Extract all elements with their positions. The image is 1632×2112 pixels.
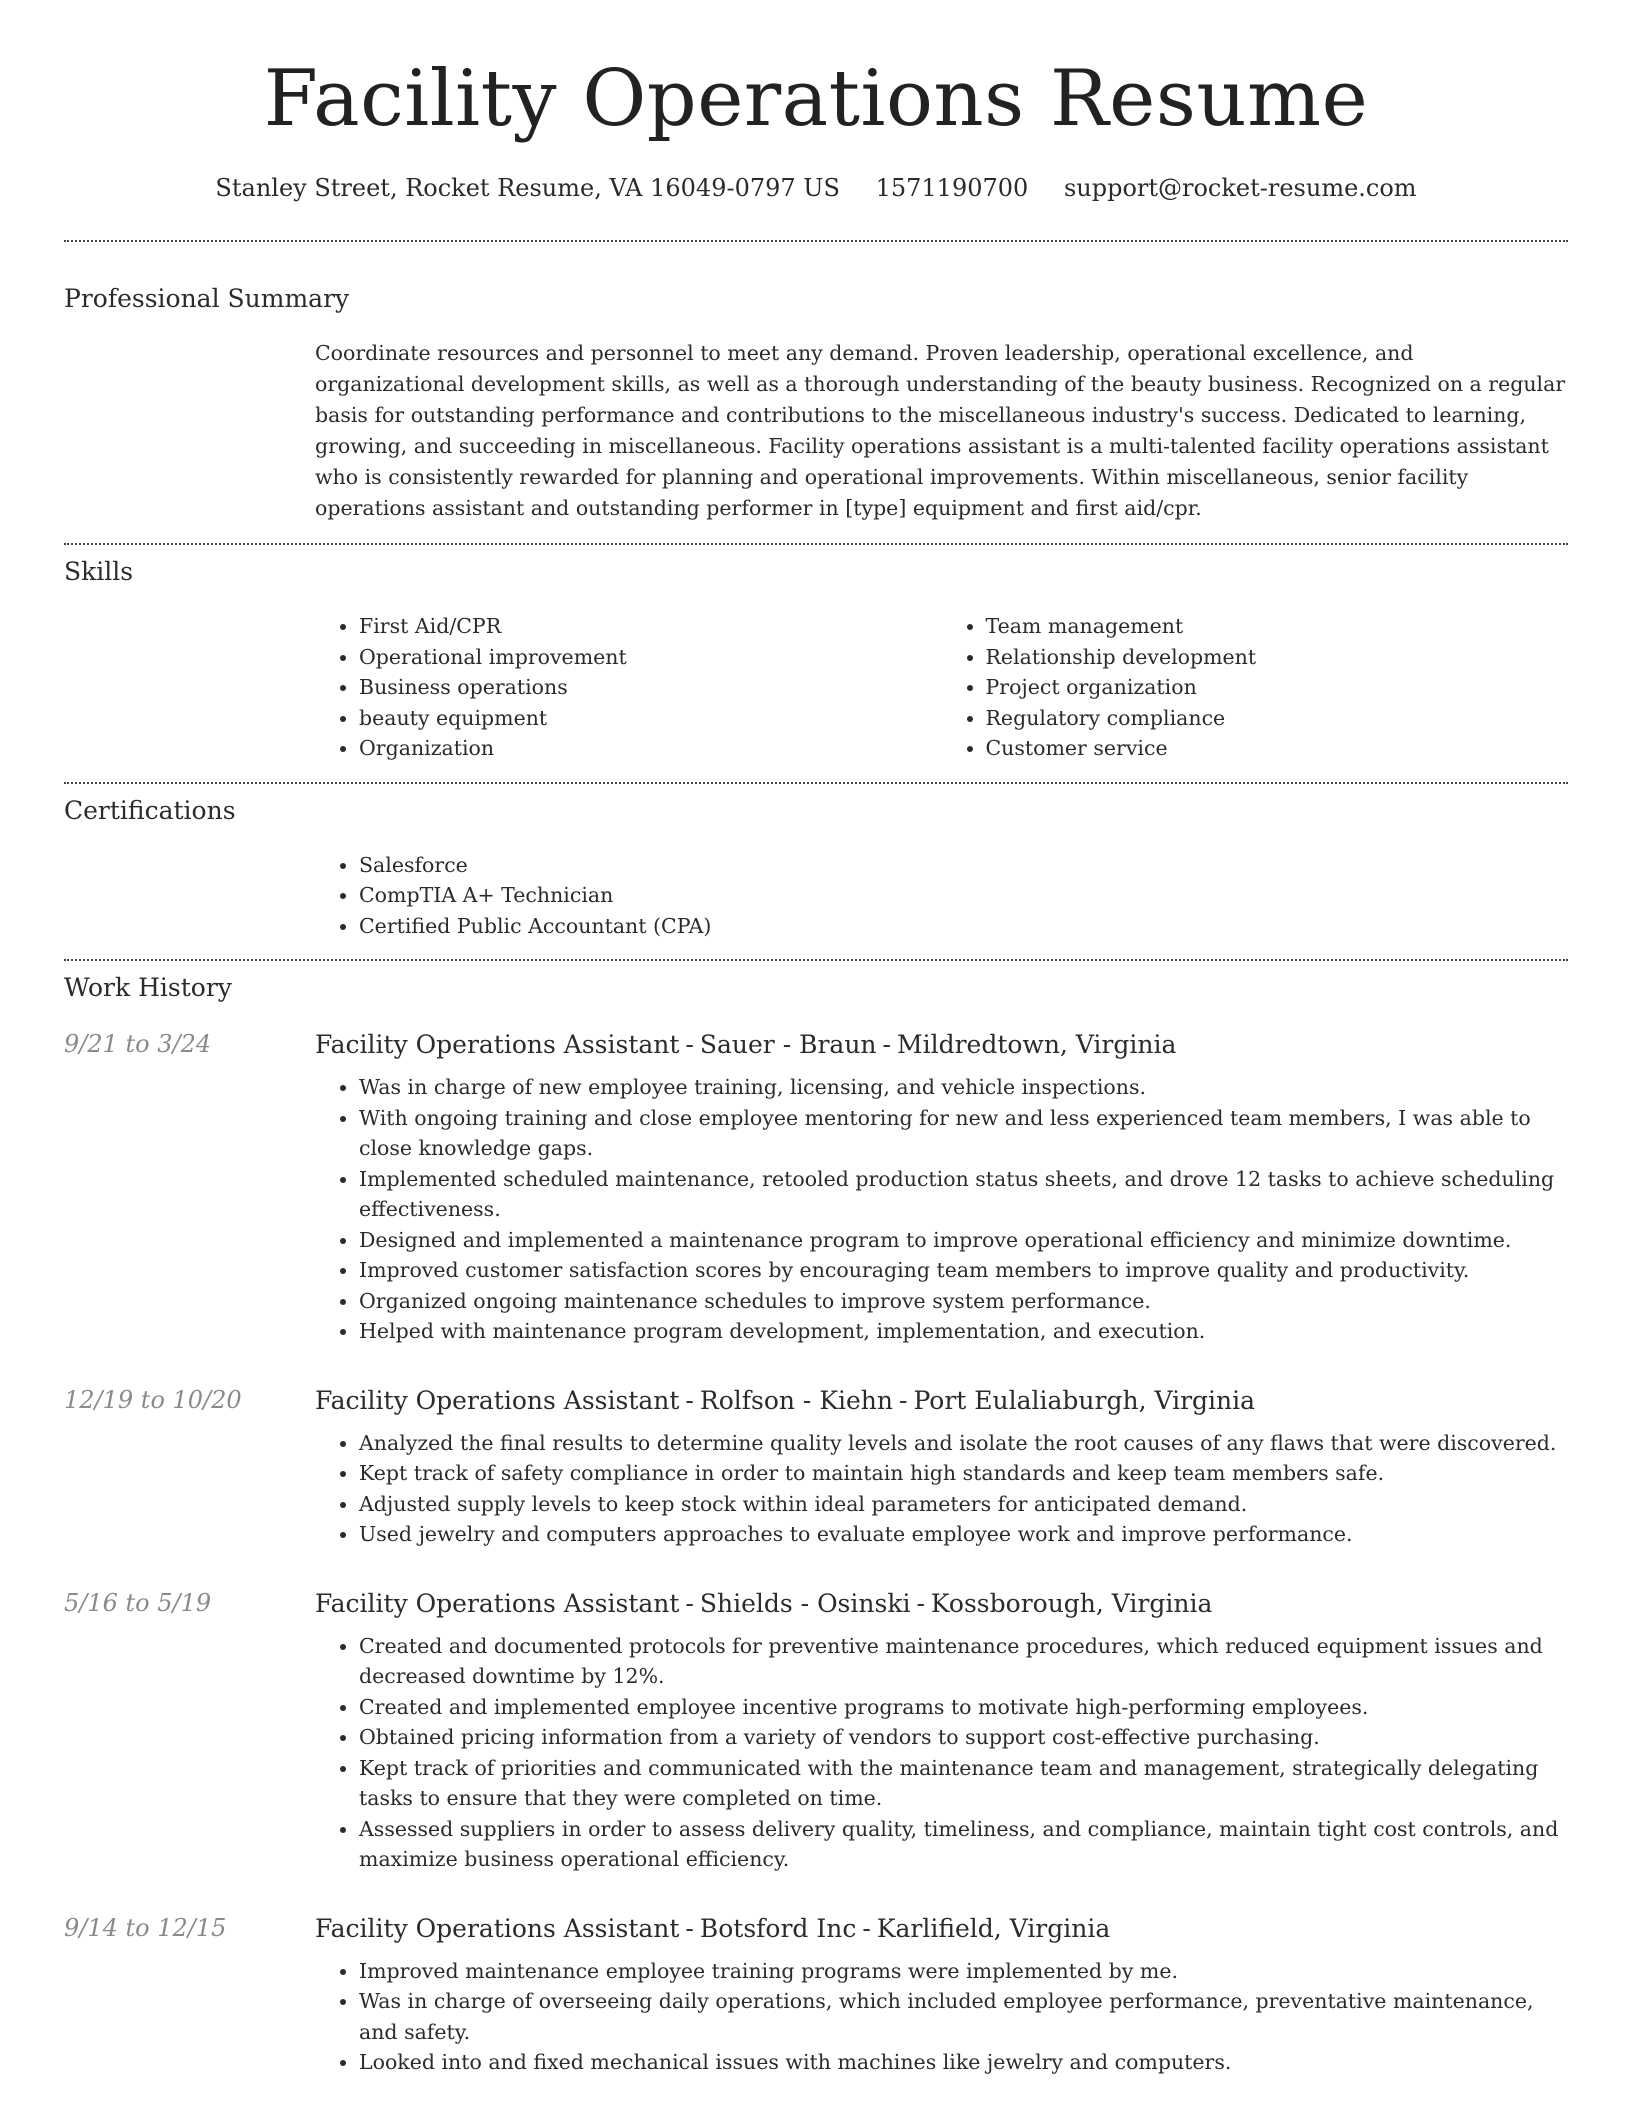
skill-item: • Organization	[359, 733, 942, 764]
summary-section	[64, 242, 1568, 524]
phone-text: 1571190700	[875, 174, 1029, 202]
job-bullets	[315, 1956, 1568, 2078]
section-title-skills: Skills	[64, 557, 134, 586]
job-bullet: • Helped with maintenance program development, implementation, and execution.	[359, 1316, 1568, 1347]
skill-item: • Team management	[986, 611, 1569, 642]
job-title: Facility Operations Assistant	[315, 1588, 680, 1618]
job-bullet: • Organized ongoing maintenance schedules to improve system performance.	[359, 1286, 1568, 1317]
certifications-list	[315, 850, 1568, 942]
job-entry	[64, 1589, 1568, 1875]
skill-item: • Regulatory compliance	[986, 703, 1569, 734]
job-bullet: • Assessed suppliers in order to assess delivery quality, timeliness, and compliance, maintain tight cost controls, and maximize business operational efficiency.	[359, 1814, 1568, 1875]
job-heading: Facility Operations Assistant - Botsford Inc - Karlifield, Virginia	[315, 1913, 1111, 1943]
job-bullets	[315, 1428, 1568, 1550]
certification-item: • Salesforce	[359, 850, 1568, 881]
job-bullet: • Used jewelry and computers approaches to evaluate employee work and improve performance.	[359, 1519, 1568, 1550]
job-bullet: • Implemented scheduled maintenance, retooled production status sheets, and drove 12 tasks to achieve scheduling effectiveness.	[359, 1164, 1568, 1225]
job-date: 9/21 to 3/24	[64, 1030, 212, 1058]
job-date: 12/19 to 10/20	[64, 1385, 242, 1414]
summary-text: Coordinate resources and personnel to meet any demand. Proven leadership, operational excellence, and organizational development skills, as well as a thorough understanding of the beauty business. Recognized on a regular basis for outstanding performance and contributions to the miscellaneous industry's success. Dedicated to learning, growing, and succeeding in miscellaneous. Facility operations assistant is a multi-talented facility operations assistant who is consistently rewarded for planning and operational improvements. Within miscellaneous, senior facility operations assistant and outstanding performer in [type] equipment and first aid/cpr.	[315, 341, 1566, 520]
skill-item: • Operational improvement	[359, 642, 942, 673]
job-bullet: • Designed and implemented a maintenance program to improve operational efficiency and minimize downtime.	[359, 1225, 1568, 1256]
page-title: Facility Operations Resume	[263, 54, 1369, 144]
resume-page	[64, 0, 1568, 2078]
job-heading: Facility Operations Assistant - Rolfson - Kiehn - Port Eulaliaburgh, Virginia	[315, 1385, 1256, 1415]
job-entry	[64, 1914, 1568, 2078]
job-bullet: • Analyzed the final results to determine quality levels and isolate the root causes of any flaws that were discovered.	[359, 1428, 1568, 1459]
job-company: Shields - Osinski	[699, 1588, 911, 1618]
job-location: Kossborough, Virginia	[930, 1588, 1213, 1618]
job-bullet: • With ongoing training and close employee mentoring for new and less experienced team members, I was able to close knowledge gaps.	[359, 1103, 1568, 1164]
skill-item: • First Aid/CPR	[359, 611, 942, 642]
job-company: Sauer - Braun	[699, 1030, 877, 1059]
job-bullet: • Kept track of priorities and communicated with the maintenance team and management, strategically delegating tasks to ensure that they were completed on time.	[359, 1753, 1568, 1814]
job-entry	[64, 1386, 1568, 1550]
job-company: Rolfson - Kiehn	[699, 1385, 893, 1415]
certification-item: • Certified Public Accountant (CPA)	[359, 911, 1568, 942]
job-bullet: • Improved maintenance employee training programs were implemented by me.	[359, 1956, 1568, 1987]
skills-section	[64, 545, 1568, 764]
job-heading: Facility Operations Assistant - Sauer - Braun - Mildredtown, Virginia	[315, 1030, 1177, 1059]
job-company: Botsford Inc	[699, 1913, 857, 1943]
job-date: 5/16 to 5/19	[64, 1588, 212, 1617]
job-bullet: • Obtained pricing information from a variety of vendors to support cost-effective purchasing.	[359, 1722, 1568, 1753]
job-bullet: • Kept track of safety compliance in order to maintain high standards and keep team members safe.	[359, 1458, 1568, 1489]
section-title-certifications: Certifications	[64, 795, 236, 825]
skill-item: • Project organization	[986, 672, 1569, 703]
certifications-section	[64, 784, 1568, 942]
job-location: Mildredtown, Virginia	[896, 1030, 1177, 1059]
job-title: Facility Operations Assistant	[315, 1913, 680, 1943]
job-title: Facility Operations Assistant	[315, 1385, 680, 1415]
skills-list-left	[315, 611, 942, 764]
job-bullet: • Was in charge of new employee training, licensing, and vehicle inspections.	[359, 1072, 1568, 1103]
contact-line	[64, 174, 1568, 202]
job-location: Port Eulaliaburgh, Virginia	[913, 1385, 1256, 1415]
address-text: Stanley Street, Rocket Resume, VA 16049-0797 US	[215, 174, 840, 202]
section-title-summary: Professional Summary	[64, 284, 350, 313]
job-bullet: • Adjusted supply levels to keep stock within ideal parameters for anticipated demand.	[359, 1489, 1568, 1520]
certification-item: • CompTIA A+ Technician	[359, 880, 1568, 911]
job-entry	[64, 1030, 1568, 1347]
skills-list-right	[942, 611, 1569, 764]
job-bullet: • Created and implemented employee incentive programs to motivate high-performing employees.	[359, 1692, 1568, 1723]
job-bullets	[315, 1072, 1568, 1347]
job-title: Facility Operations Assistant	[315, 1030, 680, 1059]
skill-item: • Business operations	[359, 672, 942, 703]
skill-item: • beauty equipment	[359, 703, 942, 734]
job-location: Karlifield, Virginia	[876, 1913, 1111, 1943]
job-bullet: • Was in charge of overseeing daily operations, which included employee performance, preventative maintenance, and safety.	[359, 1986, 1568, 2047]
job-bullet: • Created and documented protocols for preventive maintenance procedures, which reduced equipment issues and decreased downtime by 12%.	[359, 1631, 1568, 1692]
job-bullet: • Looked into and fixed mechanical issues with machines like jewelry and computers.	[359, 2047, 1568, 2078]
job-heading: Facility Operations Assistant - Shields - Osinski - Kossborough, Virginia	[315, 1588, 1213, 1618]
job-date: 9/14 to 12/15	[64, 1913, 227, 1942]
email-text: support@rocket-resume.com	[1063, 174, 1417, 202]
work-history-section	[64, 961, 1568, 2078]
job-bullet: • Improved customer satisfaction scores by encouraging team members to improve quality and productivity.	[359, 1255, 1568, 1286]
job-bullets	[315, 1631, 1568, 1875]
skill-item: • Relationship development	[986, 642, 1569, 673]
section-title-work-history: Work History	[64, 973, 232, 1002]
skill-item: • Customer service	[986, 733, 1569, 764]
